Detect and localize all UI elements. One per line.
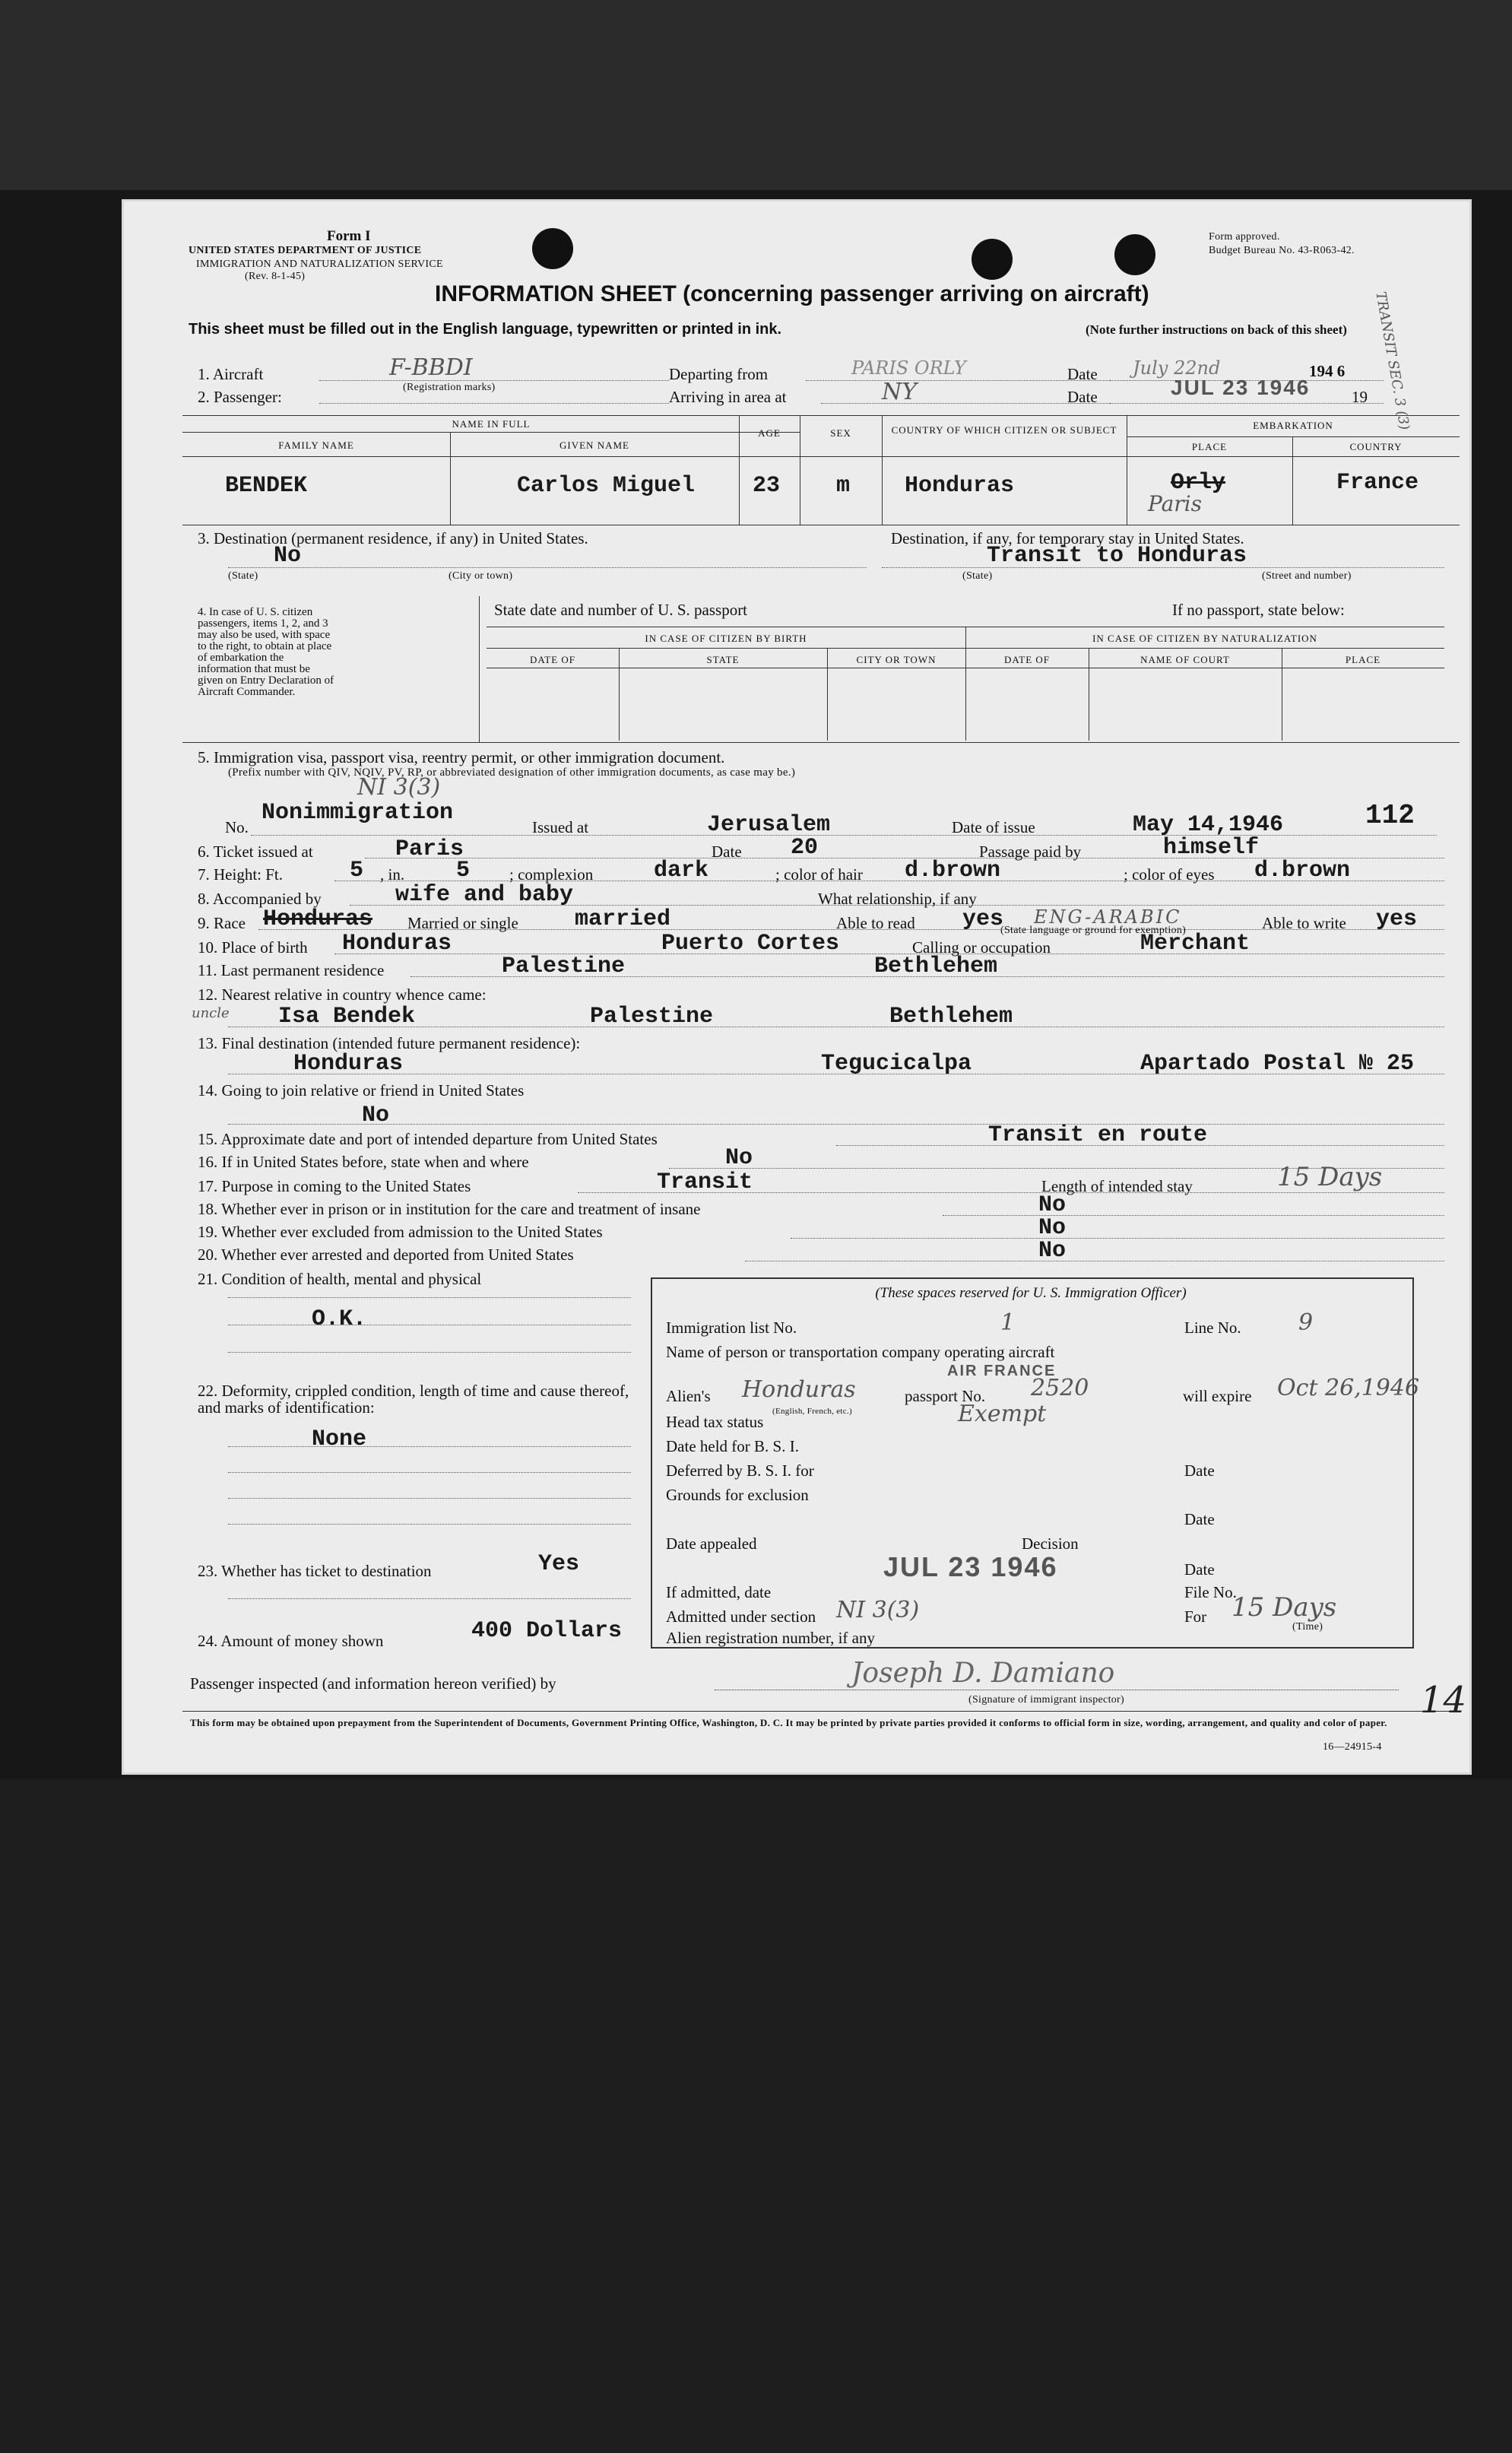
file-no-label: File No.	[1184, 1583, 1237, 1601]
item17-value: Transit	[657, 1169, 753, 1195]
grounds-date-label: Date	[1184, 1510, 1215, 1528]
item7-hair: d.brown	[905, 858, 1001, 884]
immigration-list-label: Immigration list No.	[666, 1319, 797, 1337]
item21-value: O.K.	[312, 1306, 367, 1332]
col-date-nat: DATE OF	[1003, 654, 1051, 665]
item16-value: No	[725, 1145, 753, 1171]
admitted-date-label: Date	[1184, 1560, 1215, 1579]
section-label: Admitted under section	[666, 1607, 816, 1626]
item12-label: 12. Nearest relative in country whence came:	[198, 985, 487, 1004]
embarkation-header: EMBARKATION	[1253, 420, 1333, 431]
item20-value: No	[1038, 1238, 1067, 1264]
line-no-value: 9	[1298, 1309, 1314, 1336]
appealed-label: Date appealed	[666, 1534, 757, 1553]
item9-write-label: Able to write	[1262, 914, 1346, 932]
no-passport-label: If no passport, state below:	[1172, 601, 1345, 619]
deferred-label: Deferred by B. S. I. for	[666, 1461, 814, 1480]
punch-hole-2	[972, 239, 1013, 280]
item11-label: 11. Last permanent residence	[198, 961, 385, 979]
footer-note: This form may be obtained upon prepayment from the Superintendent of Documents, Government Printing Office, Washington, D. C. It may be printed by private parties provided it conforms to official form in size, wording, arrangement, and quality and color of paper.	[190, 1717, 1387, 1728]
form-approved: Form approved.	[1209, 231, 1280, 243]
item8-label: 8. Accompanied by	[198, 890, 322, 908]
item24-value: 400 Dollars	[471, 1618, 623, 1644]
instruction-left: This sheet must be filled out in the English language, typewritten or printed in ink.	[189, 321, 782, 338]
sex-value: m	[836, 473, 851, 499]
item14-value: No	[362, 1103, 390, 1128]
date2-stamp: JUL 23 1946	[1171, 376, 1311, 399]
item23-value: Yes	[538, 1551, 580, 1577]
item6-date: 20	[791, 835, 819, 861]
passport-no-label: passport No.	[905, 1387, 986, 1405]
line-no-label: Line No.	[1184, 1319, 1241, 1337]
col-court: NAME OF COURT	[1140, 654, 1230, 665]
date1-value: July 22nd	[1133, 357, 1221, 379]
item24-label: 24. Amount of money shown	[198, 1632, 384, 1650]
for-label: For	[1184, 1607, 1207, 1626]
item19-value: No	[1038, 1215, 1067, 1241]
form-number: Form I	[327, 228, 371, 244]
inspected-label: Passenger inspected (and information hereon verified) by	[190, 1674, 556, 1693]
item10-label: 10. Place of birth	[198, 938, 308, 957]
arriving-label: Arriving in area at	[669, 388, 787, 406]
item7-hair-label: ; color of hair	[775, 865, 863, 884]
item6-date-label: Date	[712, 843, 742, 861]
item19-label: 19. Whether ever excluded from admission to the United States	[198, 1223, 603, 1241]
item21-label: 21. Condition of health, mental and physical	[198, 1270, 482, 1288]
item3-cap-state: (State)	[228, 570, 258, 582]
naturalization-header: IN CASE OF CITIZEN BY NATURALIZATION	[1092, 633, 1317, 644]
item7-in-label: , in.	[380, 865, 405, 884]
expire-value: Oct 26,1946	[1277, 1375, 1420, 1401]
item12-relation: uncle	[192, 1005, 230, 1021]
for-value: 15 Days	[1231, 1592, 1337, 1623]
punch-hole-1	[532, 228, 573, 269]
age-value: 23	[753, 473, 781, 499]
item6-paid: himself	[1163, 835, 1260, 861]
item11-city: Bethlehem	[874, 954, 998, 979]
item15-label: 15. Approximate date and port of intended departure from United States	[198, 1130, 658, 1148]
alien-reg-label: Alien registration number, if any	[666, 1629, 875, 1647]
birth-header: IN CASE OF CITIZEN BY BIRTH	[645, 633, 807, 644]
col-place: PLACE	[1345, 654, 1381, 665]
footer-code: 16—24915-4	[1323, 1741, 1382, 1753]
aircraft-value: F-BBDI	[389, 354, 473, 381]
item12-country: Palestine	[590, 1004, 714, 1030]
item18-value: No	[1038, 1192, 1067, 1218]
date-issue-label: Date of issue	[952, 818, 1035, 836]
place-header: PLACE	[1191, 441, 1228, 452]
grounds-label: Grounds for exclusion	[666, 1486, 809, 1504]
item9-lang-caption: (State language or ground for exemption)	[1000, 925, 1187, 936]
item17-label: 17. Purpose in coming to the United States	[198, 1177, 471, 1195]
registration-caption: (Registration marks)	[403, 382, 496, 393]
item23-label: 23. Whether has ticket to destination	[198, 1562, 432, 1580]
officer-header: (These spaces reserved for U. S. Immigration Officer)	[875, 1285, 1187, 1301]
item15-value: Transit en route	[988, 1122, 1208, 1148]
page-mark: 14	[1420, 1679, 1467, 1722]
item9-value: Honduras	[263, 906, 373, 932]
item13-street: Apartado Postal № 25	[1140, 1051, 1415, 1077]
item13-city: Tegucicalpa	[821, 1051, 972, 1077]
item5-no-value: Nonimmigration	[262, 800, 454, 826]
item4-label: 4. In case of U. S. citizen passengers, items 1, 2, and 3 may also be used, with space to the right, to obtain at place of embarkation the information that must be given on Entry Declaration of Aircraft Commander.	[198, 606, 334, 698]
emb-country-value: France	[1336, 470, 1419, 496]
passport-label: State date and number of U. S. passport	[494, 601, 748, 619]
item9-ms-label: Married or single	[407, 914, 518, 932]
item7-in: 5	[456, 858, 471, 884]
aliens-caption: (English, French, etc.)	[772, 1407, 852, 1416]
name-in-full-header: NAME IN FULL	[452, 418, 531, 430]
item10-city: Puerto Cortes	[661, 931, 840, 957]
family-name-header: FAMILY NAME	[278, 440, 354, 451]
date-issue-value: May 14,1946	[1133, 812, 1284, 838]
given-name-value: Carlos Miguel	[517, 473, 696, 499]
citizen-country-header: COUNTRY OF WHICH CITIZEN OR SUBJECT	[891, 424, 1117, 436]
head-tax-value: Exempt	[958, 1401, 1047, 1427]
country-header: COUNTRY	[1349, 441, 1403, 452]
item7-complexion: dark	[654, 858, 709, 884]
item7-eyes: d.brown	[1254, 858, 1351, 884]
item9-write: yes	[1376, 906, 1418, 932]
section-value: NI 3(3)	[836, 1597, 920, 1623]
film-strip-bottom	[0, 1779, 1512, 2453]
item6-paid-label: Passage paid by	[979, 843, 1082, 861]
inspector-signature: Joseph D. Damiano	[851, 1658, 1115, 1689]
margin-number: 112	[1365, 800, 1415, 831]
item7-label: 7. Height: Ft.	[198, 865, 284, 884]
item9-language: ENG-ARABIC	[1034, 906, 1182, 928]
item5-label: 5. Immigration visa, passport visa, reentry permit, or other immigration document.	[198, 748, 725, 766]
item9-read-label: Able to read	[836, 914, 915, 932]
company-value: AIR FRANCE	[947, 1363, 1057, 1379]
deferred-date-label: Date	[1184, 1461, 1215, 1480]
aliens-label: Alien's	[666, 1387, 711, 1405]
sex-header: SEX	[830, 427, 851, 439]
admitted-label: If admitted, date	[666, 1583, 772, 1601]
head-tax-label: Head tax status	[666, 1413, 764, 1431]
item22-label: 22. Deformity, crippled condition, length of time and cause thereof, and marks of identification:	[198, 1382, 629, 1417]
issued-at-label: Issued at	[532, 818, 589, 836]
aircraft-label: 1. Aircraft	[198, 365, 264, 383]
budget-bureau: Budget Bureau No. 43-R063-42.	[1209, 245, 1355, 256]
passenger-label: 2. Passenger:	[198, 388, 282, 406]
item9-label: 9. Race	[198, 914, 246, 932]
age-header: AGE	[758, 427, 781, 439]
admitted-stamp: JUL 23 1946	[883, 1551, 1058, 1582]
item7-complexion-label: ; complexion	[509, 865, 594, 884]
punch-hole-3	[1114, 234, 1155, 275]
company-label: Name of person or transportation company operating aircraft	[666, 1343, 1055, 1361]
passport-no-value: 2520	[1031, 1375, 1089, 1401]
item17-stay: 15 Days	[1277, 1162, 1383, 1192]
decision-label: Decision	[1022, 1534, 1079, 1553]
date1-label: Date	[1067, 365, 1098, 383]
item6-value: Paris	[395, 836, 464, 862]
expire-label: will expire	[1183, 1387, 1252, 1405]
item7-eyes-label: ; color of eyes	[1124, 865, 1215, 884]
item14-label: 14. Going to join relative or friend in United States	[198, 1081, 525, 1100]
item8-value: wife and baby	[395, 882, 574, 908]
page-title: INFORMATION SHEET (concerning passenger arriving on aircraft)	[435, 281, 1149, 306]
time-caption: (Time)	[1292, 1621, 1323, 1633]
departing-label: Departing from	[669, 365, 769, 383]
item13-country: Honduras	[293, 1051, 404, 1077]
item3-right-label: Destination, if any, for temporary stay in United States.	[891, 529, 1244, 547]
item3-cap-state2: (State)	[962, 570, 993, 582]
service-line: IMMIGRATION AND NATURALIZATION SERVICE	[196, 259, 443, 270]
item3-cap-city: (City or town)	[449, 570, 513, 582]
col-city: CITY OR TOWN	[856, 654, 937, 665]
date2-year: 19	[1352, 388, 1368, 406]
item16-label: 16. If in United States before, state when and where	[198, 1153, 529, 1171]
item3-value: No	[274, 543, 302, 569]
item12-name: Isa Bendek	[278, 1004, 416, 1030]
item11-country: Palestine	[502, 954, 626, 979]
date1-year: 194 6	[1309, 362, 1346, 380]
place-typed-value: Orly	[1171, 470, 1226, 496]
instruction-right: (Note further instructions on back of this sheet)	[1086, 322, 1347, 337]
item9-ms: married	[575, 906, 671, 932]
immigration-list-value: 1	[1000, 1309, 1016, 1336]
item5-hand-note: NI 3(3)	[357, 774, 441, 801]
item5-no-label: No.	[225, 818, 249, 836]
item10-country: Honduras	[342, 931, 452, 957]
item7-ft: 5	[350, 858, 364, 884]
item18-label: 18. Whether ever in prison or in institution for the care and treatment of insane	[198, 1200, 701, 1218]
item6-label: 6. Ticket issued at	[198, 843, 313, 861]
col-state: STATE	[706, 654, 740, 665]
item10-occupation-label: Calling or occupation	[912, 938, 1051, 957]
date2-label: Date	[1067, 388, 1098, 406]
citizen-value: Honduras	[905, 473, 1015, 499]
item5-note: (Prefix number with QIV, NQIV, PV, RP, or abbreviated designation of other immigration documents, as case may be.)	[228, 766, 796, 779]
aliens-value: Honduras	[742, 1376, 856, 1403]
item13-label: 13. Final destination (intended future permanent residence):	[198, 1034, 581, 1052]
information-sheet	[122, 199, 1472, 1775]
arriving-value: NY	[882, 379, 918, 405]
item3-right-value: Transit to Honduras	[987, 543, 1247, 569]
held-label: Date held for B. S. I.	[666, 1437, 799, 1455]
item17-stay-label: Length of intended stay	[1041, 1177, 1193, 1195]
inspector-caption: (Signature of immigrant inspector)	[968, 1694, 1124, 1706]
revision-line: (Rev. 8-1-45)	[245, 271, 306, 282]
item3-cap-street: (Street and number)	[1262, 570, 1352, 582]
place-hand-value: Paris	[1148, 491, 1202, 516]
item12-city: Bethlehem	[889, 1004, 1013, 1030]
film-strip-top	[0, 0, 1512, 190]
department-line: UNITED STATES DEPARTMENT OF JUSTICE	[189, 245, 422, 256]
item3-label: 3. Destination (permanent residence, if any) in United States.	[198, 529, 588, 547]
issued-at-value: Jerusalem	[707, 812, 831, 838]
departing-value: PARIS ORLY	[851, 357, 966, 379]
item22-value: None	[312, 1426, 367, 1452]
item9-read: yes	[962, 906, 1004, 932]
corner-note: TRANSIT SEC. 3 (3)	[1372, 290, 1412, 432]
col-date-birth: DATE OF	[529, 654, 576, 665]
item20-label: 20. Whether ever arrested and deported from United States	[198, 1246, 574, 1264]
family-name-value: BENDEK	[225, 473, 308, 499]
item8-relationship-label: What relationship, if any	[818, 890, 977, 908]
item10-occupation: Merchant	[1140, 931, 1250, 957]
given-name-header: GIVEN NAME	[559, 440, 629, 451]
